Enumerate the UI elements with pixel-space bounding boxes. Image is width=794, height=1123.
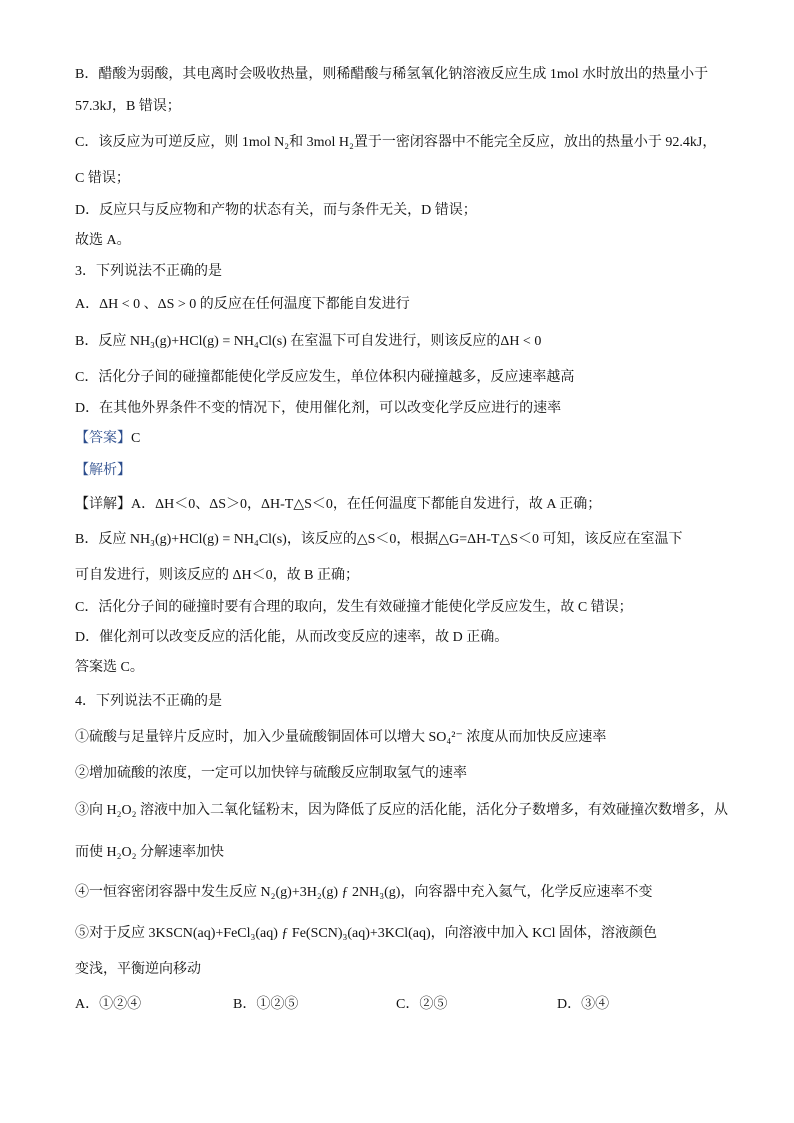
q4-statement-1: ①硫酸与足量锌片反应时，加入少量硫酸铜固体可以增大 SO₄²⁻ 浓度从而加快反应速率 [75, 730, 607, 745]
detail-label: 【详解】 [75, 497, 131, 512]
q4-option-d: D．③④ [557, 997, 610, 1012]
q3-detail-line-5: D．催化剂可以改变反应的活化能，从而改变反应的速率，故 D 正确。 [75, 630, 509, 645]
q3-option-c: C．活化分子间的碰撞都能使化学反应发生，单位体积内碰撞越多，反应速率越高 [75, 370, 575, 385]
q4-stem: 4．下列说法不正确的是 [75, 694, 222, 709]
q4-statement-3-line-1: ③向 H₂O₂ 溶液中加入二氧化锰粉末，因为降低了反应的活化能，活化分子数增多，有效碰撞次数增多，从 [75, 803, 728, 818]
q4-statement-5-line-2: 变浅，平衡逆向移动 [75, 962, 201, 977]
q2-option-d: D．反应只与反应物和产物的状态有关，而与条件无关，D 错误； [75, 203, 477, 218]
answer-label: 【答案】 [75, 431, 131, 446]
answer-value: C [131, 431, 141, 446]
q3-stem: 3．下列说法不正确的是 [75, 264, 222, 279]
q3-detail-line-1 [75, 496, 601, 514]
q2-option-b-line-2: 57.3kJ，B 错误； [75, 99, 181, 114]
q4-option-c: C．②⑤ [396, 997, 448, 1012]
q2-option-c-line-1: C．该反应为可逆反应，则 1mol N₂和 3mol H₂置于一密闭容器中不能完全反应，放出的热量小于 92.4kJ， [75, 135, 717, 150]
q3-detail-line-2: B．反应 NH₃(g)+HCl(g) = NH₄Cl(s)，该反应的△S＜0，根据△G=ΔH-T△S＜0 可知，该反应在室温下 [75, 532, 683, 547]
detail-text: A．ΔH＜0、ΔS＞0，ΔH-T△S＜0，在任何温度下都能自发进行，故 A 正确； [131, 497, 602, 512]
q3-analysis-line [75, 462, 131, 480]
q3-option-a: A．ΔH < 0 、ΔS > 0 的反应在任何温度下都能自发进行 [75, 297, 410, 312]
q3-answer-line [75, 430, 140, 448]
q3-detail-line-4: C．活化分子间的碰撞时要有合理的取向，发生有效碰撞才能使化学反应发生，故 C 错误； [75, 600, 633, 615]
q3-option-d: D．在其他外界条件不变的情况下，使用催化剂，可以改变化学反应进行的速率 [75, 401, 562, 416]
q3-detail-line-3: 可自发进行，则该反应的 ΔH＜0，故 B 正确； [75, 568, 359, 583]
q4-option-b: B．①②⑤ [233, 997, 299, 1012]
q4-statement-4: ④一恒容密闭容器中发生反应 N₂(g)+3H₂(g) ƒ 2NH₃(g)，向容器中充入氦气，化学反应速率不变 [75, 885, 653, 900]
q4-statement-2: ②增加硫酸的浓度，一定可以加快锌与硫酸反应制取氢气的速率 [75, 766, 467, 781]
q2-conclusion: 故选 A。 [75, 233, 131, 248]
analysis-label: 【解析】 [75, 463, 131, 478]
q3-option-b: B．反应 NH₃(g)+HCl(g) = NH₄Cl(s) 在室温下可自发进行，则该反应的ΔH < 0 [75, 334, 542, 349]
q3-conclusion: 答案选 C。 [75, 660, 144, 675]
q4-option-a: A．①②④ [75, 997, 142, 1012]
q2-option-b-line-1: B．醋酸为弱酸，其电离时会吸收热量，则稀醋酸与稀氢氧化钠溶液反应生成 1mol 水时放出的热量小于 [75, 67, 709, 82]
q4-statement-3-line-2: 而使 H₂O₂ 分解速率加快 [75, 845, 224, 860]
q4-statement-5-line-1: ⑤对于反应 3KSCN(aq)+FeCl₃(aq) ƒ Fe(SCN)₃(aq)+3KCl(aq)，向溶液中加入 KCl 固体，溶液颜色 [75, 926, 658, 941]
q2-option-c-line-2: C 错误； [75, 171, 130, 186]
